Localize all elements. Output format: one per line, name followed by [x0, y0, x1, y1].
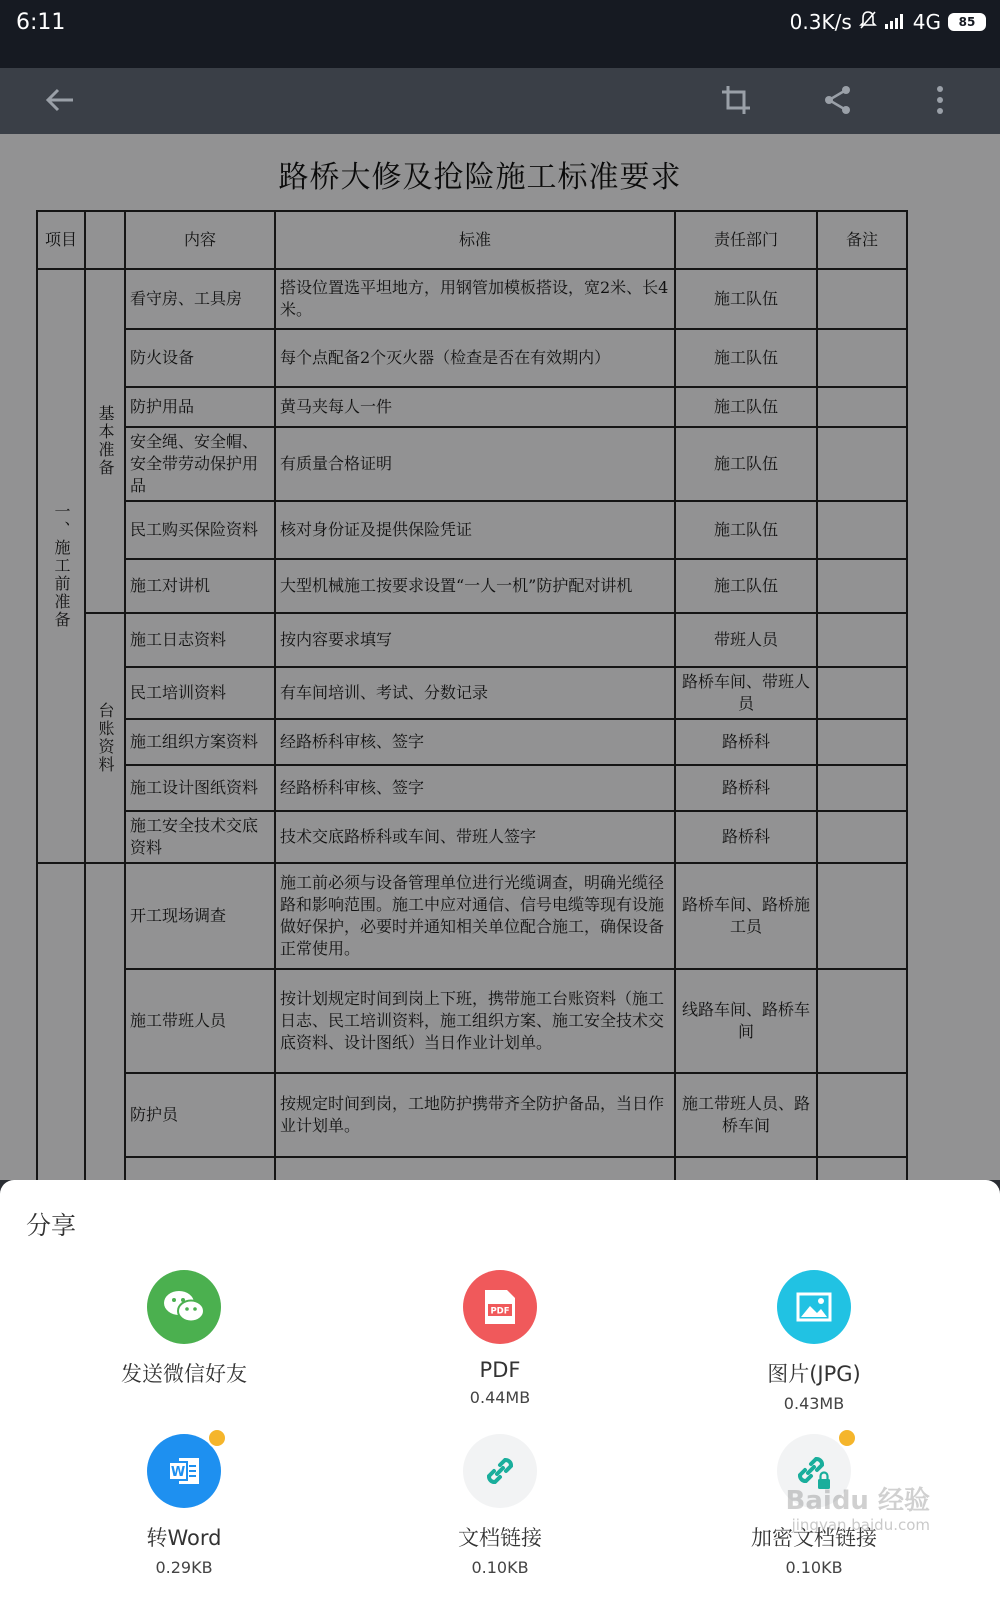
row-note: [817, 329, 907, 387]
row-content: 施工日志资料: [125, 613, 275, 667]
row-standard: 每个点配备2个灭火器（检查是否在有效期内）: [275, 329, 675, 387]
crown-icon: [837, 1428, 857, 1448]
table-row: [37, 863, 907, 969]
share-image-button[interactable]: [664, 1270, 964, 1413]
image-icon: [777, 1270, 851, 1344]
status-indicators: [790, 10, 986, 34]
table-row: [37, 427, 907, 501]
row-dept: 路桥车间、路桥施工员: [675, 863, 817, 969]
svg-text:PDF: PDF: [490, 1306, 510, 1317]
network-type: 4G: [912, 10, 941, 34]
row-note: [817, 559, 907, 613]
row-note: [817, 969, 907, 1073]
row-content: 安全绳、安全帽、安全带劳动保护用品: [125, 427, 275, 501]
pdf-icon: [463, 1270, 537, 1344]
share-sheet: [0, 1180, 1000, 1600]
word-icon: [147, 1434, 221, 1508]
row-content: 开工现场调查: [125, 863, 275, 969]
share-option-label: 图片(JPG): [767, 1362, 861, 1386]
row-content: 防护员: [125, 1073, 275, 1157]
header-standard: 标准: [275, 211, 675, 269]
toolbar: [0, 68, 1000, 134]
share-option-size: 0.10KB: [471, 1558, 529, 1577]
row-standard: 有质量合格证明: [275, 427, 675, 501]
document-preview: [0, 134, 1000, 1180]
wechat-icon: [147, 1270, 221, 1344]
row-dept: 带班人员: [675, 613, 817, 667]
section-cell: 一、施工前准备: [37, 269, 85, 863]
row-dept: 线路车间、路桥车间: [675, 969, 817, 1073]
table-row: [37, 1073, 907, 1157]
table-row: [37, 969, 907, 1073]
row-content: 防护用品: [125, 387, 275, 427]
header-note: 备注: [817, 211, 907, 269]
crown-icon: [207, 1428, 227, 1448]
row-standard: 按内容要求填写: [275, 613, 675, 667]
table-row: [37, 501, 907, 559]
row-note: [817, 667, 907, 719]
row-content: 施工设计图纸资料: [125, 765, 275, 811]
row-dept: 路桥科: [675, 765, 817, 811]
row-dept: 施工队伍: [675, 269, 817, 329]
group-cell-basic: 基本准备: [85, 269, 125, 613]
mute-icon: [859, 10, 877, 35]
row-standard: 技术交底路桥科或车间、带班人签字: [275, 811, 675, 863]
table-row: [37, 667, 907, 719]
row-standard: 按规定时间到岗，工地防护携带齐全防护备品，当日作业计划单。: [275, 1073, 675, 1157]
row-content: [125, 1157, 275, 1180]
header-content: 内容: [125, 211, 275, 269]
back-arrow-icon[interactable]: [32, 72, 88, 128]
table-header-row: [37, 211, 907, 269]
share-link-button[interactable]: [350, 1434, 650, 1577]
share-option-label: 转Word: [146, 1526, 222, 1550]
share-pdf-button[interactable]: [350, 1270, 650, 1407]
table-row: [37, 719, 907, 765]
section-cell-2: [37, 863, 85, 1180]
table-row: [37, 329, 907, 387]
row-note: [817, 765, 907, 811]
header-dept: 责任部门: [675, 211, 817, 269]
row-content: 施工组织方案资料: [125, 719, 275, 765]
share-option-size: 0.43MB: [783, 1394, 845, 1413]
header-project: 项目: [37, 211, 85, 269]
share-option-label: 文档链接: [458, 1526, 542, 1550]
row-note: [817, 427, 907, 501]
row-standard: 经路桥科审核、签字: [275, 765, 675, 811]
row-note: [817, 613, 907, 667]
table-row: [37, 269, 907, 329]
row-content: 看守房、工具房: [125, 269, 275, 329]
row-dept: 施工队伍: [675, 501, 817, 559]
row-dept: 路桥科: [675, 719, 817, 765]
row-content: 民工培训资料: [125, 667, 275, 719]
row-dept: 施工队伍: [675, 559, 817, 613]
row-content: 民工购买保险资料: [125, 501, 275, 559]
row-standard: 搭设位置选平坦地方，用钢管加模板搭设，宽2米、长4米。: [275, 269, 675, 329]
watermark-url: jingyan.baidu.com: [791, 1516, 930, 1534]
row-dept: 施工队伍: [675, 387, 817, 427]
network-speed: 0.3K/s: [789, 10, 852, 34]
group-cell-ledger: 台账资料: [85, 613, 125, 863]
row-standard: 有车间培训、考试、分数记录: [275, 667, 675, 719]
document-title: 路桥大修及抢险施工标准要求: [278, 160, 682, 195]
row-note: [817, 863, 907, 969]
row-note: [817, 269, 907, 329]
link-icon: [463, 1434, 537, 1508]
table-row: [37, 1157, 907, 1180]
row-standard: 核对身份证及提供保险凭证: [275, 501, 675, 559]
share-sheet-title: 分享: [26, 1211, 77, 1240]
row-content: 施工安全技术交底资料: [125, 811, 275, 863]
convert-word-button[interactable]: [34, 1434, 334, 1577]
status-time: 6:11: [16, 10, 66, 35]
share-option-label: PDF: [479, 1358, 521, 1382]
row-standard: 黄马夹每人一件: [275, 387, 675, 427]
share-option-size: 0.44MB: [469, 1388, 531, 1407]
table-row: [37, 765, 907, 811]
crop-icon[interactable]: [708, 72, 764, 128]
row-dept: [675, 1157, 817, 1180]
row-content: 防火设备: [125, 329, 275, 387]
share-icon[interactable]: [810, 72, 866, 128]
table-row: [37, 559, 907, 613]
table-row: [37, 387, 907, 427]
share-wechat-button[interactable]: [34, 1270, 334, 1388]
row-note: [817, 387, 907, 427]
row-note: [817, 719, 907, 765]
row-dept: 路桥科: [675, 811, 817, 863]
row-dept: 施工队伍: [675, 427, 817, 501]
status-bar: [0, 0, 1000, 68]
share-option-size: 0.29KB: [155, 1558, 213, 1577]
row-note: [817, 811, 907, 863]
row-dept: 施工带班人员、路桥车间: [675, 1073, 817, 1157]
share-option-label: 加密文档链接: [751, 1526, 877, 1550]
row-note: [817, 1073, 907, 1157]
row-standard: 施工前必须与设备管理单位进行光缆调查，明确光缆径路和影响范围。施工中应对通信、信号电缆等现有设施做好保护，必要时并通知相关单位配合施工，确保设备正常使用。: [275, 863, 675, 969]
table-row: [37, 811, 907, 863]
row-dept: 路桥车间、带班人员: [675, 667, 817, 719]
row-note: [817, 501, 907, 559]
row-content: 施工带班人员: [125, 969, 275, 1073]
signal-icon: [884, 10, 906, 34]
row-standard: 按计划规定时间到岗上下班，携带施工台账资料（施工日志、民工培训资料，施工组织方案、施工安全技术交底资料、设计图纸）当日作业计划单。: [275, 969, 675, 1073]
row-dept: 施工队伍: [675, 329, 817, 387]
group-cell-3: [85, 863, 125, 1180]
row-standard: 大型机械施工按要求设置“一人一机”防护配对讲机: [275, 559, 675, 613]
share-option-label: 发送微信好友: [121, 1362, 247, 1386]
row-standard: [275, 1157, 675, 1180]
more-icon[interactable]: [912, 72, 968, 128]
row-standard: 经路桥科审核、签字: [275, 719, 675, 765]
table-row: [37, 613, 907, 667]
row-content: 施工对讲机: [125, 559, 275, 613]
svg-text:W: W: [170, 1465, 186, 1480]
standards-table: [36, 210, 908, 1180]
share-option-size: 0.10KB: [785, 1558, 843, 1577]
battery-icon: 85: [948, 13, 986, 31]
row-note: [817, 1157, 907, 1180]
header-group: [85, 211, 125, 269]
watermark-logo: Baidu 经验: [785, 1486, 930, 1516]
